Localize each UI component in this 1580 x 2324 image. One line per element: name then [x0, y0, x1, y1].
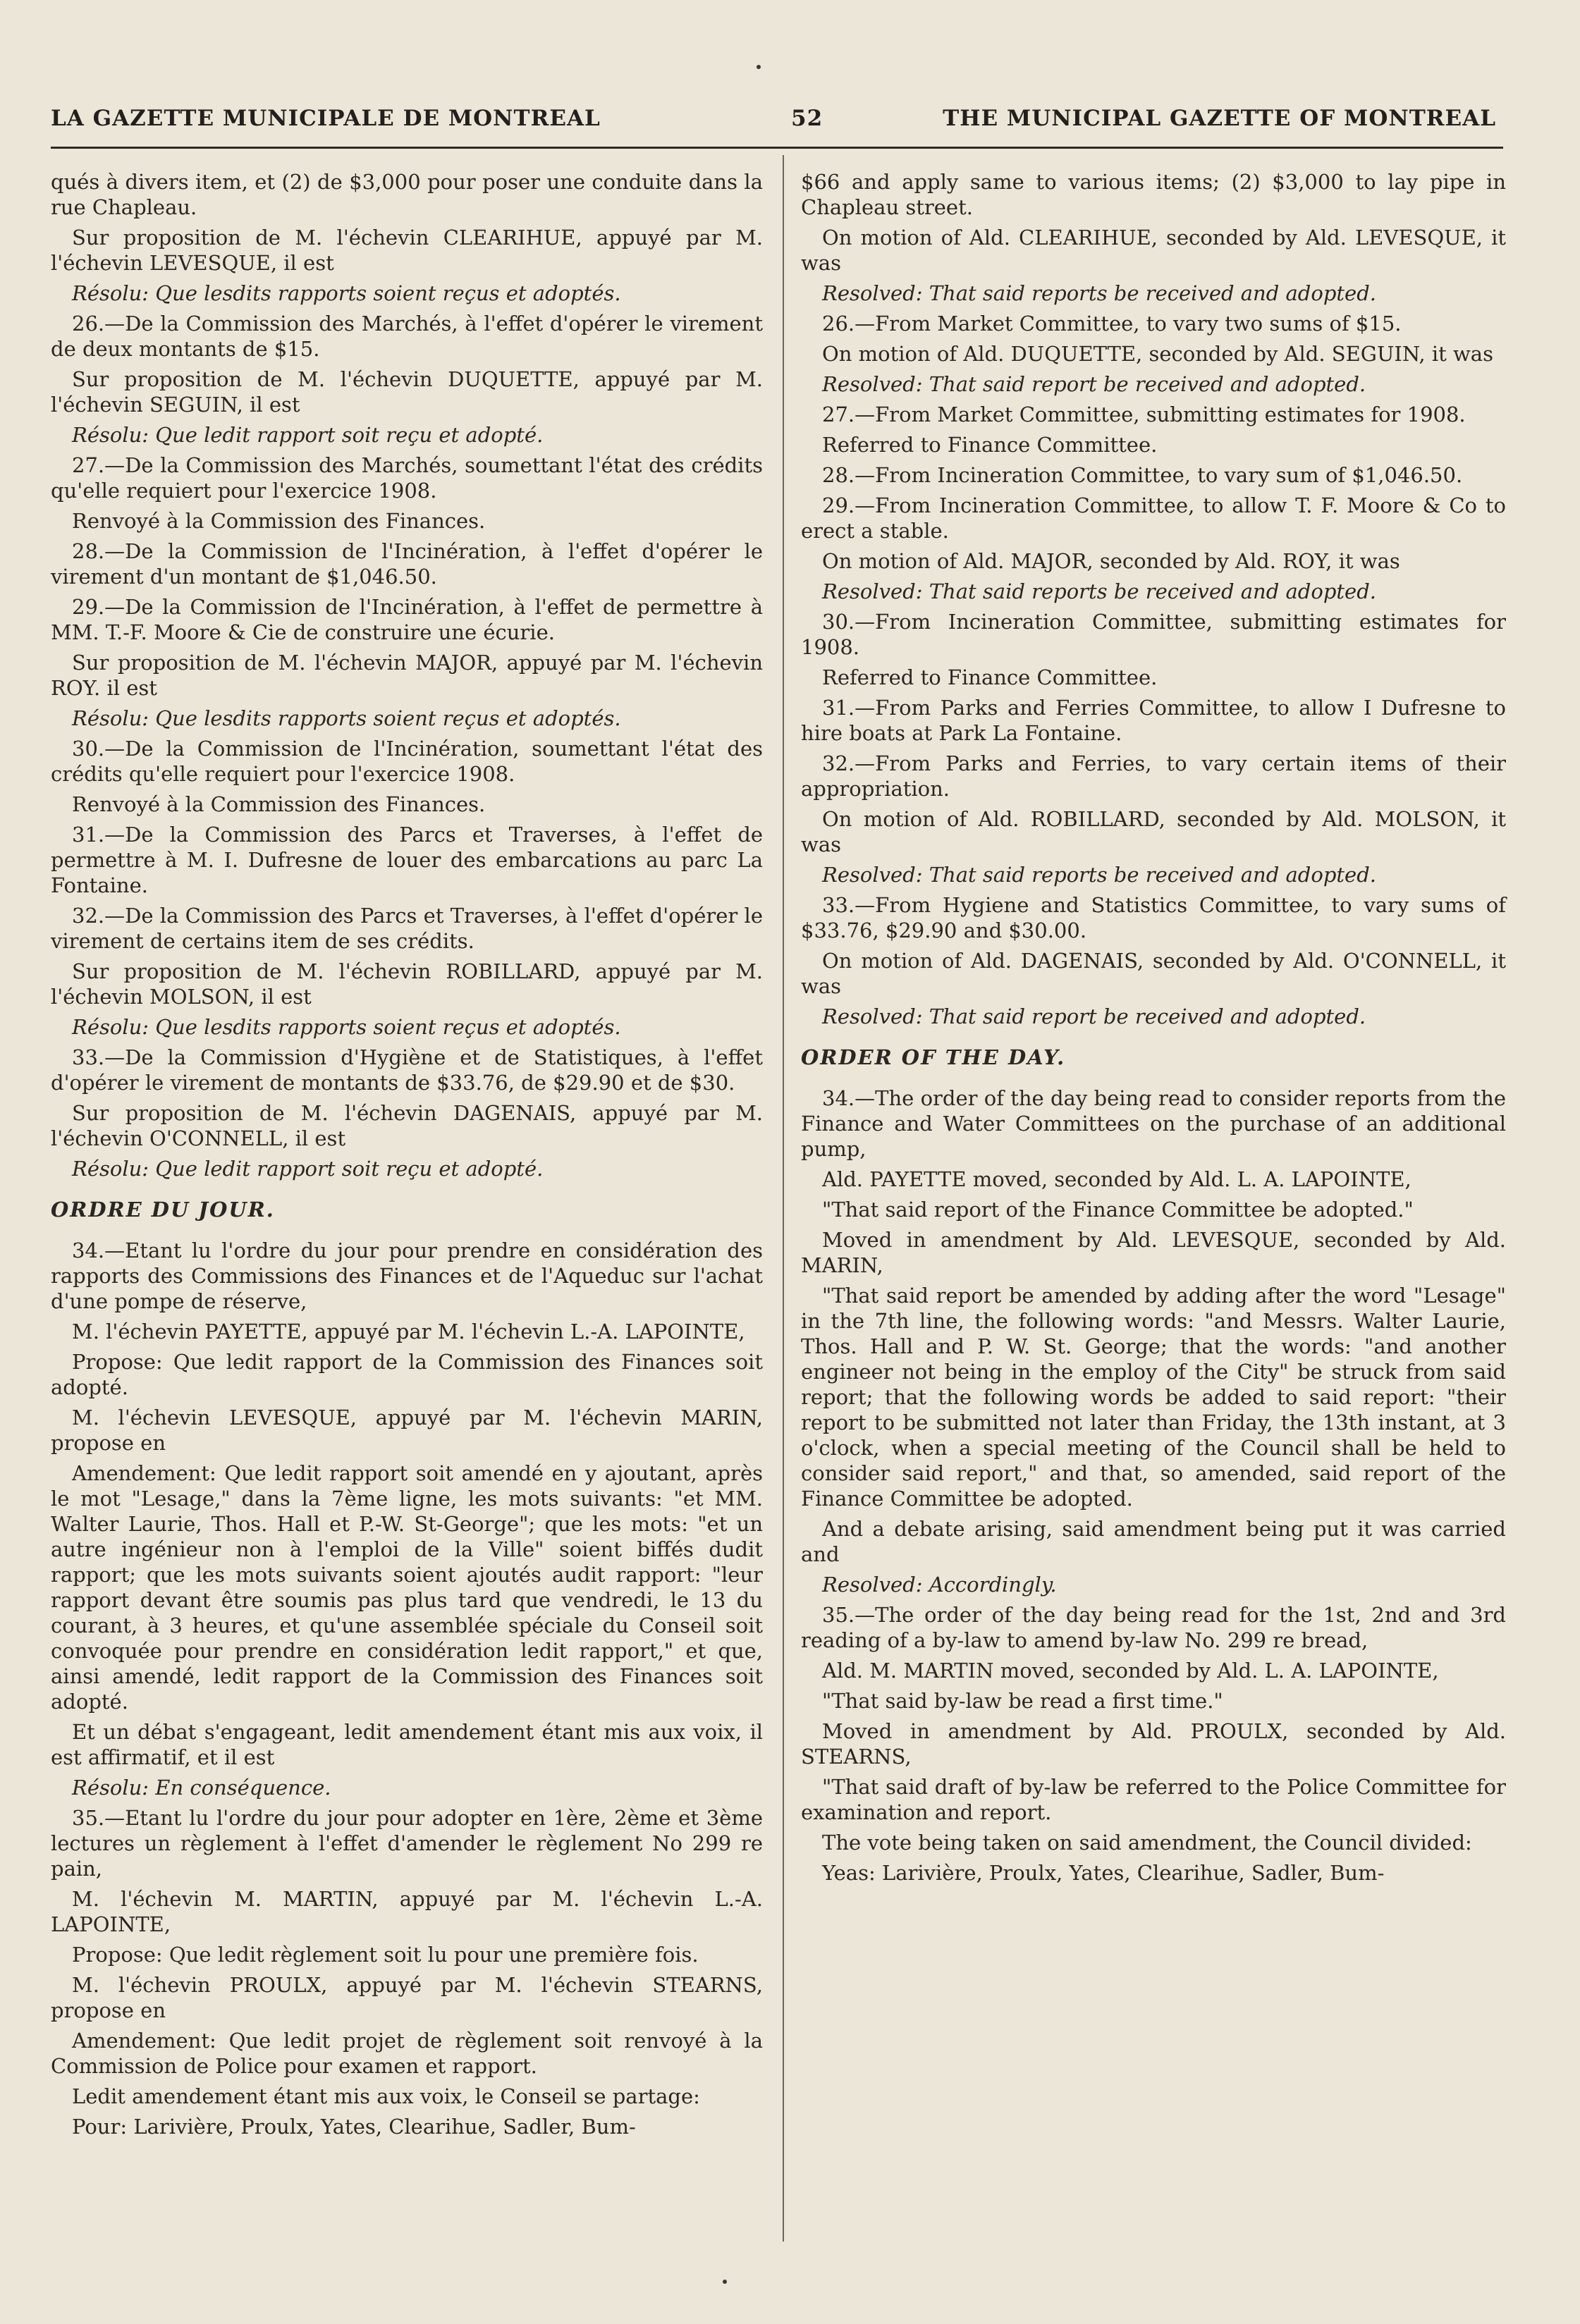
- page-number: 52: [791, 106, 823, 131]
- paragraph: 30.—De la Commission de l'Incinération, soumettant l'état des crédits qu'elle requiert pour l'exercice 1908.: [51, 737, 763, 786]
- resolution: Résolu: Que lesdits rapports soient reçus et adoptés.: [72, 281, 621, 305]
- paragraph: 33.—From Hygiene and Statistics Committee, to vary sums of $33.76, $29.90 and $30.00.: [801, 893, 1506, 942]
- print-speck: [757, 65, 761, 69]
- paragraph: Referred to Finance Committee.: [822, 665, 1158, 689]
- header-rule: [51, 147, 1503, 149]
- paragraph: Sur proposition de M. l'échevin MAJOR, appuyé par M. l'échevin ROY. il est: [51, 651, 763, 700]
- paragraph: The vote being taken on said amendment, the Council divided:: [822, 1831, 1472, 1855]
- paragraph: 26.—De la Commission des Marchés, à l'effet d'opérer le virement de deux montants de $15.: [51, 312, 763, 361]
- paragraph: On motion of Ald. ROBILLARD, seconded by Ald. MOLSON, it was: [801, 807, 1506, 856]
- paragraph: Propose: Que ledit rapport de la Commission des Finances soit adopté.: [51, 1350, 763, 1399]
- paragraph: Sur proposition de M. l'échevin DUQUETTE, appuyé par M. l'échevin SEGUIN, il est: [51, 367, 763, 417]
- paragraph: 32.—From Parks and Ferries, to vary certain items of their appropriation.: [801, 751, 1506, 801]
- paragraph: Renvoyé à la Commission des Finances.: [72, 792, 486, 816]
- paragraph: Renvoyé à la Commission des Finances.: [72, 509, 486, 533]
- resolution: Resolved: That said reports be received and adopted.: [822, 579, 1376, 603]
- resolution: Resolved: That said reports be received and adopted.: [822, 281, 1376, 305]
- paragraph: Sur proposition de M. l'échevin DAGENAIS, appuyé par M. l'échevin O'CONNELL, il est: [51, 1101, 763, 1150]
- english-column: [801, 169, 1506, 1890]
- paragraph: 28.—De la Commission de l'Incinération, à l'effet d'opérer le virement d'un montant de $1,046.50.: [51, 539, 763, 589]
- paragraph: M. l'échevin M. MARTIN, appuyé par M. l'échevin L.-A. LAPOINTE,: [51, 1887, 763, 1936]
- paragraph: 31.—De la Commission des Parcs et Traverses, à l'effet de permettre à M. I. Dufresne de louer des embarcations au parc La Fontaine.: [51, 823, 763, 897]
- paragraph: 31.—From Parks and Ferries Committee, to allow I Dufresne to hire boats at Park La Fontaine.: [801, 696, 1506, 745]
- paragraph: On motion of Ald. DUQUETTE, seconded by Ald. SEGUIN, it was: [822, 342, 1493, 366]
- paragraph: 35.—The order of the day being read for the 1st, 2nd and 3rd reading of a by-law to amend by-law No. 299 re bread,: [801, 1603, 1506, 1652]
- paragraph: qués à divers item, et (2) de $3,000 pour poser une conduite dans la rue Chapleau.: [51, 170, 763, 219]
- vote-list: Pour: Larivière, Proulx, Yates, Clearihue, Sadler, Bum-: [72, 2115, 636, 2139]
- paragraph: Ald. PAYETTE moved, seconded by Ald. L. A. LAPOINTE,: [822, 1167, 1411, 1191]
- paragraph: 30.—From Incineration Committee, submitting estimates for 1908.: [801, 610, 1506, 659]
- paragraph: 29.—De la Commission de l'Incinération, à l'effet de permettre à MM. T.-F. Moore & Cie de construire une écurie.: [51, 595, 763, 644]
- paragraph: 26.—From Market Committee, to vary two sums of $15.: [822, 312, 1402, 336]
- paragraph: Ald. M. MARTIN moved, seconded by Ald. L. A. LAPOINTE,: [822, 1659, 1439, 1683]
- paragraph: 34.—Etant lu l'ordre du jour pour prendre en considération des rapports des Commissions des Finances et de l'Aqueduc sur l'achat d'une pompe de réserve,: [51, 1238, 763, 1313]
- page-header: [51, 106, 1496, 141]
- french-column: [51, 169, 763, 2144]
- paragraph: "That said report of the Finance Committee be adopted.": [822, 1198, 1414, 1222]
- resolution: Resolved: That said report be received and adopted.: [822, 372, 1366, 396]
- resolution: Résolu: En conséquence.: [72, 1776, 331, 1800]
- paragraph: M. l'échevin PROULX, appuyé par M. l'échevin STEARNS, propose en: [51, 1973, 763, 2022]
- paragraph: On motion of Ald. DAGENAIS, seconded by Ald. O'CONNELL, it was: [801, 949, 1506, 998]
- column-divider: [783, 155, 784, 2242]
- paragraph: 28.—From Incineration Committee, to vary sum of $1,046.50.: [822, 463, 1463, 487]
- paragraph: Et un débat s'engageant, ledit amendement étant mis aux voix, il est affirmatif, et il est: [51, 1720, 763, 1769]
- resolution: Resolved: Accordingly.: [822, 1573, 1057, 1597]
- header-english-title: THE MUNICIPAL GAZETTE OF MONTREAL: [943, 106, 1496, 131]
- paragraph: 34.—The order of the day being read to consider reports from the Finance and Water Committees on the purchase of an additional pump,: [801, 1086, 1506, 1161]
- paragraph: 27.—From Market Committee, submitting estimates for 1908.: [822, 402, 1466, 426]
- paragraph: "That said draft of by-law be referred to the Police Committee for examination and report.: [801, 1775, 1506, 1824]
- paragraph: Moved in amendment by Ald. PROULX, seconded by Ald. STEARNS,: [801, 1719, 1506, 1769]
- vote-list: Yeas: Larivière, Proulx, Yates, Clearihue, Sadler, Bum-: [822, 1861, 1385, 1885]
- section-heading: ORDER OF THE DAY.: [801, 1045, 1066, 1069]
- paragraph: Ledit amendement étant mis aux voix, le Conseil se partage:: [72, 2084, 700, 2108]
- print-speck: [723, 2280, 727, 2284]
- amendment: Amendement: Que ledit rapport soit amendé en y ajoutant, après le mot "Lesage," dans la 7ème ligne, les mots suivants: "et MM. Walter Laurie, Thos. Hall et P.-W. St-George"; que les mots: "et un autre ingénieur non à l'emploi de la Ville" soient biffés dudit rapport; que les mots suivants soient ajoutés audit rapport: "leur rapport devant être soumis pas plus tard que vendredi, le 13 du courant, à 3 heures, et qu'une assemblée spéciale du Conseil soit convoquée pour prendre en considération ledit rapport," et que, ainsi amendé, ledit rapport de la Commission des Finances soit adopté.: [51, 1461, 763, 1714]
- paragraph: 27.—De la Commission des Marchés, soumettant l'état des crédits qu'elle requiert pour l'exercice 1908.: [51, 453, 763, 503]
- resolution: Résolu: Que ledit rapport soit reçu et adopté.: [72, 1157, 544, 1181]
- paragraph: 32.—De la Commission des Parcs et Traverses, à l'effet d'opérer le virement de certains item de ses crédits.: [51, 904, 763, 953]
- paragraph: 33.—De la Commission d'Hygiène et de Statistiques, à l'effet d'opérer le virement de montants de $33.76, de $29.90 et de $30.: [51, 1045, 763, 1095]
- paragraph: Sur proposition de M. l'échevin ROBILLARD, appuyé par M. l'échevin MOLSON, il est: [51, 959, 763, 1009]
- amendment: Amendement: Que ledit projet de règlement soit renvoyé à la Commission de Police pour examen et rapport.: [51, 2029, 763, 2078]
- paragraph: Sur proposition de M. l'échevin CLEARIHUE, appuyé par M. l'échevin LEVESQUE, il est: [51, 226, 763, 275]
- resolution: Résolu: Que lesdits rapports soient reçus et adoptés.: [72, 1015, 621, 1039]
- paragraph: On motion of Ald. CLEARIHUE, seconded by Ald. LEVESQUE, it was: [801, 226, 1506, 275]
- header-french-title: LA GAZETTE MUNICIPALE DE MONTREAL: [51, 106, 601, 131]
- paragraph: Referred to Finance Committee.: [822, 433, 1158, 457]
- paragraph: Propose: Que ledit règlement soit lu pour une première fois.: [72, 1943, 699, 1967]
- resolution: Résolu: Que ledit rapport soit reçu et adopté.: [72, 423, 544, 447]
- resolution: Resolved: That said reports be received and adopted.: [822, 863, 1376, 887]
- paragraph: $66 and apply same to various items; (2) $3,000 to lay pipe in Chapleau street.: [801, 170, 1506, 219]
- paragraph: On motion of Ald. MAJOR, seconded by Ald. ROY, it was: [822, 549, 1400, 573]
- paragraph: 35.—Etant lu l'ordre du jour pour adopter en 1ère, 2ème et 3ème lectures un règlement à l'effet d'amender le règlement No 299 re pain,: [51, 1806, 763, 1881]
- resolution: Résolu: Que lesdits rapports soient reçus et adoptés.: [72, 706, 621, 730]
- amendment: "That said report be amended by adding after the word "Lesage" in the 7th line, the following words: "and Messrs. Walter Laurie, Thos. Hall and P. W. St. George; that the words: "and another engineer not being in the employ of the City" be struck from said report; that the following words be added to said report: "their report to be submitted not later than Friday, the 13th instant, at 3 o'clock, when a special meeting of the Council shall be held to consider said report," and that, so amended, said report of the Finance Committee be adopted.: [801, 1284, 1506, 1511]
- paragraph: And a debate arising, said amendment being put it was carried and: [801, 1517, 1506, 1566]
- resolution: Resolved: That said report be received and adopted.: [822, 1004, 1366, 1028]
- section-heading: ORDRE DU JOUR.: [51, 1198, 275, 1222]
- paragraph: Moved in amendment by Ald. LEVESQUE, seconded by Ald. MARIN,: [801, 1228, 1506, 1277]
- paragraph: M. l'échevin PAYETTE, appuyé par M. l'échevin L.-A. LAPOINTE,: [72, 1320, 745, 1344]
- paragraph: M. l'échevin LEVESQUE, appuyé par M. l'échevin MARIN, propose en: [51, 1406, 763, 1455]
- paragraph: 29.—From Incineration Committee, to allow T. F. Moore & Co to erect a stable.: [801, 493, 1506, 543]
- paragraph: "That said by-law be read a first time.": [822, 1689, 1223, 1713]
